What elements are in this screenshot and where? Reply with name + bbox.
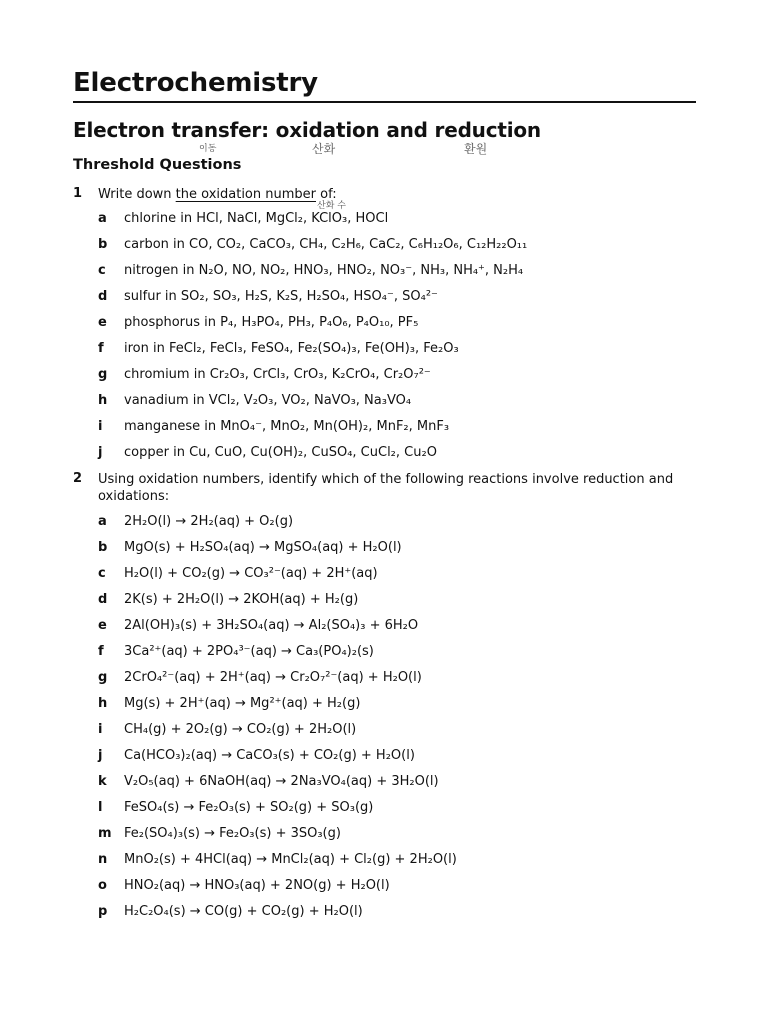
list-item bbox=[98, 341, 698, 361]
underlined-phrase: the oxidation number bbox=[175, 187, 316, 202]
item-text: H₂C₂O₄(s) → CO(g) + CO₂(g) + H₂O(l) bbox=[124, 904, 363, 919]
item-label: o bbox=[98, 878, 107, 893]
item-label: p bbox=[98, 904, 108, 919]
list-item bbox=[98, 393, 698, 413]
item-label: j bbox=[98, 748, 103, 763]
list-item bbox=[98, 237, 698, 257]
item-text: 2Al(OH)₃(s) + 3H₂SO₄(aq) → Al₂(SO₄)₃ + 6H₂O bbox=[124, 618, 419, 633]
question-text bbox=[98, 186, 688, 203]
item-text: iron in FeCl₂, FeCl₃, FeSO₄, Fe₂(SO₄)₃, Fe(OH)₃, Fe₂O₃ bbox=[124, 341, 459, 356]
item-label: f bbox=[98, 341, 104, 356]
item-text: CH₄(g) + 2O₂(g) → CO₂(g) + 2H₂O(l) bbox=[124, 722, 357, 737]
item-label: h bbox=[98, 393, 108, 408]
item-label: a bbox=[98, 211, 107, 226]
list-item bbox=[98, 826, 698, 846]
item-label: d bbox=[98, 592, 108, 607]
title-rule bbox=[73, 101, 696, 103]
list-item bbox=[98, 774, 698, 794]
list-item bbox=[98, 367, 698, 387]
item-text: MnO₂(s) + 4HCl(aq) → MnCl₂(aq) + Cl₂(g) + 2H₂O(l) bbox=[124, 852, 457, 867]
list-item bbox=[98, 670, 698, 690]
item-text: manganese in MnO₄⁻, MnO₂, Mn(OH)₂, MnF₂, MnF₃ bbox=[124, 419, 450, 434]
item-label: c bbox=[98, 263, 106, 278]
item-label: n bbox=[98, 852, 108, 867]
list-item bbox=[98, 419, 698, 439]
list-item bbox=[98, 696, 698, 716]
item-text: chromium in Cr₂O₃, CrCl₃, CrO₃, K₂CrO₄, Cr₂O₇²⁻ bbox=[124, 367, 431, 382]
item-text: 3Ca²⁺(aq) + 2PO₄³⁻(aq) → Ca₃(PO₄)₂(s) bbox=[124, 644, 374, 659]
list-item bbox=[98, 852, 698, 872]
item-label: m bbox=[98, 826, 112, 841]
handwritten-note: 산화 bbox=[312, 142, 336, 156]
item-text: vanadium in VCl₂, V₂O₃, VO₂, NaVO₃, Na₃VO₄ bbox=[124, 393, 412, 408]
list-item bbox=[98, 722, 698, 742]
subsection-heading: Threshold Questions bbox=[73, 157, 242, 173]
question-text-prefix: Write down bbox=[98, 187, 176, 202]
item-label: a bbox=[98, 514, 107, 529]
item-label: i bbox=[98, 419, 103, 434]
item-text: sulfur in SO₂, SO₃, H₂S, K₂S, H₂SO₄, HSO₄⁻, SO₄²⁻ bbox=[124, 289, 438, 304]
list-item bbox=[98, 618, 698, 638]
item-text: HNO₂(aq) → HNO₃(aq) + 2NO(g) + H₂O(l) bbox=[124, 878, 390, 893]
item-label: g bbox=[98, 670, 108, 685]
question-text: Using oxidation numbers, identify which of the following reactions involve reduction and oxidations: bbox=[98, 472, 674, 504]
handwritten-note: 이동 bbox=[199, 144, 217, 154]
question-text-suffix: of: bbox=[316, 187, 337, 202]
item-label: e bbox=[98, 315, 107, 330]
handwritten-note: 환원 bbox=[464, 142, 488, 156]
item-text: carbon in CO, CO₂, CaCO₃, CH₄, C₂H₆, CaC₂, C₆H₁₂O₆, C₁₂H₂₂O₁₁ bbox=[124, 237, 528, 252]
page-title: Electrochemistry bbox=[73, 68, 318, 98]
item-label: i bbox=[98, 722, 103, 737]
item-text: Ca(HCO₃)₂(aq) → CaCO₃(s) + CO₂(g) + H₂O(l) bbox=[124, 748, 415, 763]
item-label: j bbox=[98, 445, 103, 460]
list-item bbox=[98, 592, 698, 612]
question-number: 1 bbox=[73, 186, 83, 201]
item-label: l bbox=[98, 800, 103, 815]
list-item bbox=[98, 540, 698, 560]
list-item bbox=[98, 566, 698, 586]
list-item bbox=[98, 878, 698, 898]
item-text: Mg(s) + 2H⁺(aq) → Mg²⁺(aq) + H₂(g) bbox=[124, 696, 361, 711]
item-text: phosphorus in P₄, H₃PO₄, PH₃, P₄O₆, P₄O₁₀, PF₅ bbox=[124, 315, 419, 330]
list-item bbox=[98, 315, 698, 335]
item-text: H₂O(l) + CO₂(g) → CO₃²⁻(aq) + 2H⁺(aq) bbox=[124, 566, 378, 581]
item-text: FeSO₄(s) → Fe₂O₃(s) + SO₂(g) + SO₃(g) bbox=[124, 800, 374, 815]
item-text: copper in Cu, CuO, Cu(OH)₂, CuSO₄, CuCl₂, Cu₂O bbox=[124, 445, 437, 460]
handwritten-note: 산화 수 bbox=[317, 201, 346, 211]
list-item bbox=[98, 263, 698, 283]
item-text: Fe₂(SO₄)₃(s) → Fe₂O₃(s) + 3SO₃(g) bbox=[124, 826, 341, 841]
list-item bbox=[98, 211, 698, 231]
list-item bbox=[98, 644, 698, 664]
list-item bbox=[98, 800, 698, 820]
item-label: c bbox=[98, 566, 106, 581]
list-item bbox=[98, 748, 698, 768]
list-item bbox=[98, 514, 698, 534]
item-text: nitrogen in N₂O, NO, NO₂, HNO₃, HNO₂, NO₃⁻, NH₃, NH₄⁺, N₂H₄ bbox=[124, 263, 524, 278]
section-heading: Electron transfer: oxidation and reduction bbox=[73, 118, 541, 142]
item-text: chlorine in HCl, NaCl, MgCl₂, KClO₃, HOCl bbox=[124, 211, 389, 226]
item-text: V₂O₅(aq) + 6NaOH(aq) → 2Na₃VO₄(aq) + 3H₂O(l) bbox=[124, 774, 439, 789]
item-text: 2H₂O(l) → 2H₂(aq) + O₂(g) bbox=[124, 514, 294, 529]
item-text: 2CrO₄²⁻(aq) + 2H⁺(aq) → Cr₂O₇²⁻(aq) + H₂O(l) bbox=[124, 670, 422, 685]
list-item bbox=[98, 904, 698, 924]
item-label: e bbox=[98, 618, 107, 633]
item-label: d bbox=[98, 289, 108, 304]
question-number: 2 bbox=[73, 471, 83, 486]
item-text: 2K(s) + 2H₂O(l) → 2KOH(aq) + H₂(g) bbox=[124, 592, 359, 607]
item-label: g bbox=[98, 367, 108, 382]
list-item bbox=[98, 445, 698, 465]
item-label: b bbox=[98, 540, 108, 555]
list-item bbox=[98, 289, 698, 309]
item-text: MgO(s) + H₂SO₄(aq) → MgSO₄(aq) + H₂O(l) bbox=[124, 540, 402, 555]
item-label: h bbox=[98, 696, 108, 711]
item-label: f bbox=[98, 644, 104, 659]
item-label: k bbox=[98, 774, 107, 789]
item-label: b bbox=[98, 237, 108, 252]
